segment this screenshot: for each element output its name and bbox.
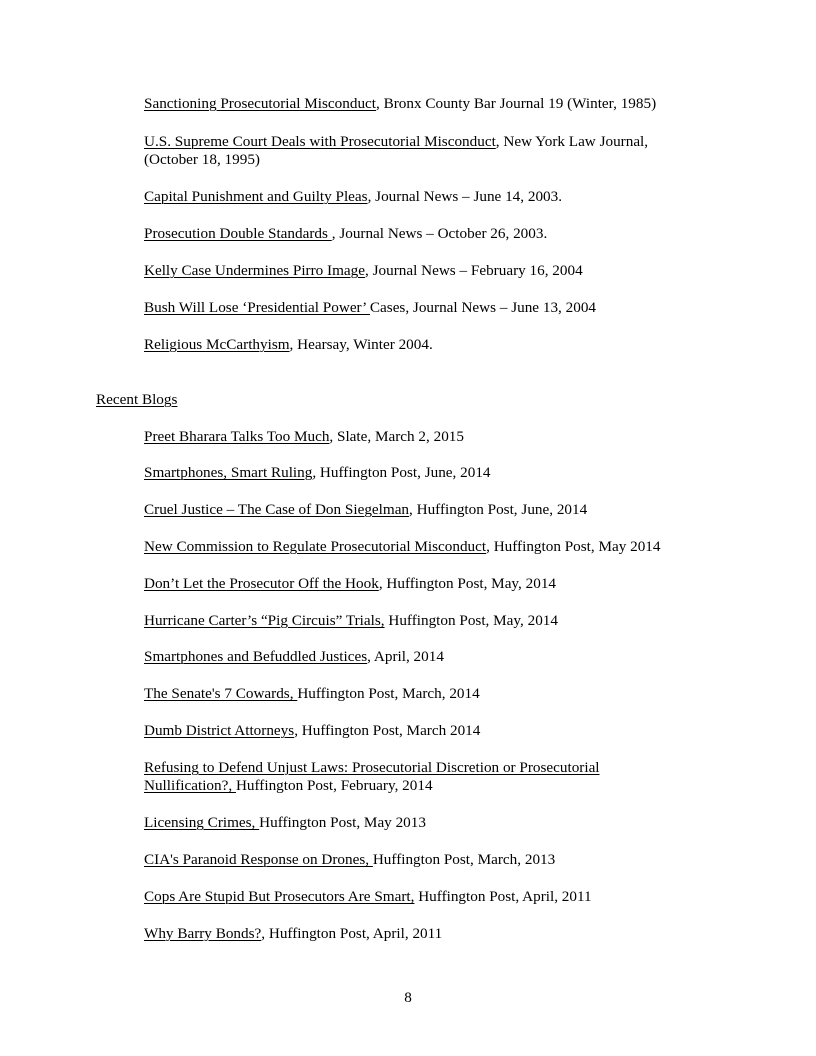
blog-entry [144, 759, 704, 795]
blog-citation: Huffington Post, March, 2014 [297, 685, 480, 702]
blog-title: Cruel Justice – The Case of Don Siegelman [144, 501, 410, 518]
article-title: U.S. Supreme Court Deals with Prosecutorial Misconduct [144, 133, 496, 150]
blog-citation: , Huffington Post, March 2014 [294, 722, 481, 739]
blog-title: Smartphones and Befuddled Justices [144, 648, 368, 665]
article-citation-date: (October 18, 1995) [144, 151, 260, 168]
article-entry [144, 133, 704, 169]
blog-entry [144, 464, 704, 482]
article-entry [144, 188, 704, 206]
blog-title: Why Barry Bonds? [144, 925, 262, 942]
page-number: 8 [404, 989, 412, 1006]
blog-entry [144, 575, 704, 593]
article-title: Prosecution Double Standards [144, 225, 332, 242]
blog-citation: , April, 2014 [367, 648, 444, 665]
blog-entry [144, 814, 704, 832]
blog-title: Refusing to Defend Unjust Laws: Prosecutorial Discretion or Prosecutorial [144, 759, 600, 776]
blog-entry [144, 722, 704, 740]
blog-entry [144, 538, 704, 556]
blog-title: CIA's Paranoid Response on Drones, [144, 851, 373, 868]
blog-citation: Huffington Post, April, 2011 [414, 888, 592, 905]
blog-citation: Huffington Post, March, 2013 [372, 851, 556, 868]
blog-entry [144, 925, 704, 943]
article-entry [144, 262, 704, 280]
article-citation: , Hearsay, Winter 2004. [289, 336, 433, 353]
article-title: Religious McCarthyism [144, 336, 290, 353]
article-citation: , Journal News – June 14, 2003. [367, 188, 563, 205]
blog-citation: , Huffington Post, May, 2014 [378, 575, 557, 592]
blog-citation: Huffington Post, February, 2014 [235, 777, 433, 794]
article-entry [144, 336, 704, 354]
blog-citation: , Huffington Post, June, 2014 [312, 464, 491, 481]
blog-title: Don’t Let the Prosecutor Off the Hook [144, 575, 379, 592]
blog-citation: , Huffington Post, May 2014 [486, 538, 661, 555]
article-title: Kelly Case Undermines Pirro Image [144, 262, 366, 279]
article-title: Capital Punishment and Guilty Pleas [144, 188, 368, 205]
article-citation: Cases, Journal News – June 13, 2004 [369, 299, 597, 316]
blog-title: Hurricane Carter’s “Pig Circuis” Trials, [144, 612, 385, 629]
blog-citation: , Huffington Post, April, 2011 [261, 925, 443, 942]
blog-citation: , Huffington Post, June, 2014 [409, 501, 588, 518]
blog-entry [144, 888, 704, 906]
blog-citation: Huffington Post, May 2013 [259, 814, 426, 831]
article-citation: , Journal News – February 16, 2004 [365, 262, 583, 279]
article-entry [144, 95, 704, 113]
blog-title: Licensing Crimes, [144, 814, 260, 831]
blog-entry [144, 501, 704, 519]
blog-entry [144, 685, 704, 703]
article-title: Sanctioning Prosecutorial Misconduct [144, 95, 376, 112]
blog-citation: , Slate, March 2, 2015 [329, 428, 464, 445]
section-heading-recent-blogs: Recent Blogs [96, 391, 178, 408]
blog-entry [144, 648, 704, 666]
article-entry [144, 299, 704, 317]
blog-title-continued: Nullification?, [144, 777, 236, 794]
blog-citation: Huffington Post, May, 2014 [384, 612, 558, 629]
blog-entry [144, 612, 704, 630]
blog-title: Dumb District Attorneys [144, 722, 295, 739]
blog-entry [144, 851, 704, 869]
article-entry [144, 225, 704, 243]
blog-title: Smartphones, Smart Ruling [144, 464, 313, 481]
blog-title: New Commission to Regulate Prosecutorial Misconduct [144, 538, 487, 555]
blog-title: The Senate's 7 Cowards, [144, 685, 298, 702]
blog-entry [144, 428, 704, 446]
article-title: Bush Will Lose ‘Presidential Power’ [144, 299, 370, 316]
blog-title: Cops Are Stupid But Prosecutors Are Smart, [144, 888, 415, 905]
blog-entry-line2 [144, 777, 704, 795]
blog-title: Preet Bharara Talks Too Much [144, 428, 330, 445]
article-citation: , New York Law Journal, [495, 133, 649, 150]
article-citation: , Bronx County Bar Journal 19 (Winter, 1985) [376, 95, 657, 112]
article-citation: , Journal News – October 26, 2003. [331, 225, 548, 242]
